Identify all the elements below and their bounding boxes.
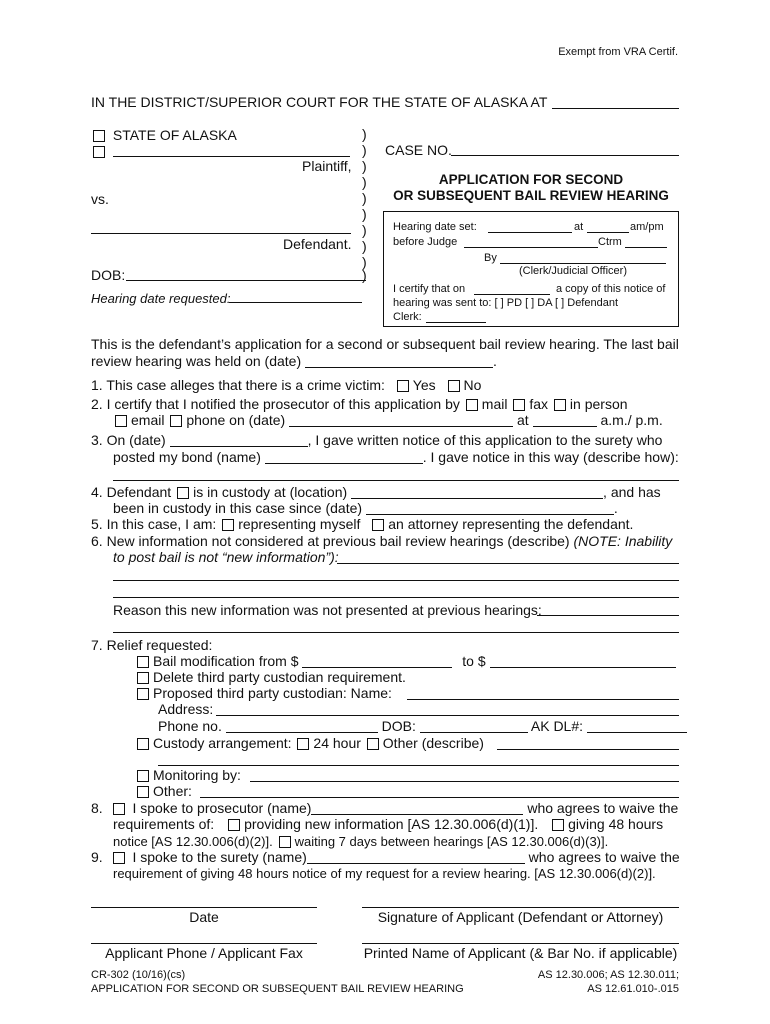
custody-arrangement-label: Custody arrangement: bbox=[153, 735, 292, 751]
reason-field-2[interactable] bbox=[113, 632, 679, 633]
hearing-at-label: at bbox=[574, 221, 584, 233]
other-relief-checkbox[interactable] bbox=[137, 786, 149, 798]
delete-third-row bbox=[135, 669, 406, 685]
plaintiff-other-checkbox-row bbox=[91, 143, 109, 159]
ctrm-label: Ctrm bbox=[598, 236, 622, 248]
item-8-line3 bbox=[113, 833, 608, 849]
surety-name-field[interactable] bbox=[307, 851, 525, 864]
in-person-label: in person bbox=[569, 396, 628, 412]
waive-new-info-checkbox[interactable] bbox=[228, 819, 240, 831]
item-2-line2 bbox=[113, 412, 663, 428]
monitoring-field[interactable] bbox=[250, 781, 679, 782]
item-6-line2 bbox=[113, 549, 339, 565]
notify-phone-checkbox[interactable] bbox=[170, 415, 182, 427]
item-6-note: (NOTE: Inability bbox=[573, 533, 673, 549]
caption-paren: ) bbox=[362, 222, 367, 238]
other-describe-label: Other (describe) bbox=[382, 735, 484, 751]
item-1-text: This case alleges that there is a crime victim: bbox=[106, 377, 385, 393]
victim-yes-checkbox[interactable] bbox=[397, 380, 409, 392]
other-label: Other: bbox=[153, 783, 192, 799]
item-number: 7. bbox=[91, 637, 103, 653]
notify-email-checkbox[interactable] bbox=[115, 415, 127, 427]
notice-how-field[interactable] bbox=[113, 480, 679, 481]
address-label: Address: bbox=[158, 701, 214, 717]
exempt-note: Exempt from VRA Certif. bbox=[558, 46, 678, 58]
date-label: Date bbox=[189, 909, 219, 925]
plaintiff-name-field[interactable] bbox=[113, 156, 350, 157]
item-3 bbox=[91, 432, 662, 448]
hearing-date-set-field[interactable] bbox=[488, 232, 572, 233]
waive-label: who agrees to waive the bbox=[527, 800, 679, 816]
form-title-line1: APPLICATION FOR SECOND bbox=[438, 172, 624, 187]
delete-third-checkbox[interactable] bbox=[137, 672, 149, 684]
fax-label: fax bbox=[529, 396, 549, 412]
bail-mod-row bbox=[135, 653, 676, 669]
dob-label: DOB: bbox=[381, 718, 416, 734]
judge-field[interactable] bbox=[464, 247, 598, 248]
new-info-field-1[interactable] bbox=[337, 563, 679, 564]
caption-paren: ) bbox=[362, 190, 367, 206]
item-number: 9. bbox=[91, 849, 103, 865]
item-5 bbox=[91, 516, 633, 532]
caption-paren: ) bbox=[362, 238, 367, 254]
hearing-date-set-label: Hearing date set: bbox=[393, 221, 477, 233]
surety-waive-checkbox[interactable] bbox=[113, 852, 125, 864]
date-signature-line[interactable] bbox=[91, 907, 317, 908]
intro-line2-text: review hearing was held on (date) bbox=[91, 353, 302, 369]
item-number: 2. bbox=[91, 396, 103, 412]
waive-7-days-label: waiting 7 days between hearings [AS 12.30.006(d)(3)]. bbox=[294, 834, 609, 849]
vs-label: vs. bbox=[91, 191, 109, 207]
item-5-text: In this case, I am: bbox=[106, 516, 217, 532]
new-info-field-3[interactable] bbox=[113, 597, 679, 598]
other-relief-row bbox=[135, 783, 192, 799]
intro-line1: This is the defendant’s application for a second or subsequent bail review hearing. The last bail bbox=[91, 336, 679, 352]
item-6-text: New information not considered at previous bail review hearings (describe) bbox=[106, 533, 570, 549]
item-number: 5. bbox=[91, 516, 103, 532]
at-label: at bbox=[517, 412, 529, 428]
self-represented-label: representing myself bbox=[238, 516, 361, 532]
custodian-dob-field[interactable] bbox=[420, 720, 528, 733]
prosecutor-name-label: I spoke to prosecutor (name) bbox=[132, 800, 312, 816]
relief-requested-label: Relief requested: bbox=[106, 637, 213, 653]
victim-no-checkbox[interactable] bbox=[448, 380, 460, 392]
before-judge-label: before Judge bbox=[393, 236, 458, 248]
caption-paren: ) bbox=[362, 126, 367, 142]
24-hour-label: 24 hour bbox=[313, 735, 361, 751]
email-label: email bbox=[131, 412, 165, 428]
form-number: CR-302 (10/16)(cs) bbox=[91, 969, 186, 981]
copy-label: a copy of this notice of bbox=[556, 283, 666, 295]
notify-date-field[interactable] bbox=[289, 414, 513, 427]
ampm-label: a.m./ p.m. bbox=[600, 412, 663, 428]
notice-statute-label: notice [AS 12.30.006(d)(2)]. bbox=[113, 834, 273, 849]
notice-how-label: . I gave notice in this way (describe how): bbox=[422, 449, 679, 465]
custody-24-hour-checkbox[interactable] bbox=[297, 738, 309, 750]
applicant-signature-line[interactable] bbox=[362, 907, 679, 908]
custodian-name-field[interactable] bbox=[407, 699, 679, 700]
certify-date-field[interactable] bbox=[474, 294, 550, 295]
bail-mod-label: Bail modification from $ bbox=[153, 653, 299, 669]
reason-field-1[interactable] bbox=[537, 615, 679, 616]
case-no-label: CASE NO. bbox=[385, 142, 452, 158]
form-title-line2: OR SUBSEQUENT BAIL REVIEW HEARING bbox=[393, 188, 669, 203]
item-3-on-date: On (date) bbox=[106, 432, 166, 448]
intro-line2: review hearing was held on (date) . bbox=[91, 353, 497, 369]
caption-paren: ) bbox=[362, 174, 367, 190]
waive-48-hours-label: giving 48 hours bbox=[568, 816, 664, 832]
clerk-signature-field[interactable] bbox=[500, 263, 666, 264]
bail-to-field[interactable] bbox=[490, 655, 676, 668]
caption-paren: ) bbox=[362, 158, 367, 174]
monitoring-row bbox=[135, 767, 241, 783]
monitoring-checkbox[interactable] bbox=[137, 770, 149, 782]
footer-statute-2: AS 12.61.010-.015 bbox=[587, 983, 679, 995]
defendant-label: Defendant bbox=[106, 484, 172, 500]
hearing-time-field[interactable] bbox=[587, 232, 629, 233]
item-number: 3. bbox=[91, 432, 103, 448]
caption-paren: ) bbox=[362, 206, 367, 222]
item-9-line2: requirement of giving 48 hours notice of my request for a review hearing. [AS 12.30.006(d)(2)]. bbox=[113, 866, 656, 881]
custody-other-checkbox[interactable] bbox=[367, 738, 379, 750]
bail-from-field[interactable] bbox=[302, 655, 452, 668]
court-heading: IN THE DISTRICT/SUPERIOR COURT FOR THE STATE OF ALASKA AT bbox=[91, 94, 548, 110]
proposed-custodian-row bbox=[135, 685, 392, 701]
bail-mod-checkbox[interactable] bbox=[137, 656, 149, 668]
custodian-address-field[interactable] bbox=[216, 715, 679, 716]
notify-in-person-checkbox[interactable] bbox=[554, 399, 566, 411]
prosecutor-name-field[interactable] bbox=[311, 802, 523, 815]
waive-48-hours-checkbox[interactable] bbox=[552, 819, 564, 831]
item-number: 4. bbox=[91, 484, 103, 500]
item-3-text: , I gave written notice of this application to the surety who bbox=[307, 432, 663, 448]
attorney-checkbox[interactable] bbox=[372, 519, 384, 531]
self-represented-checkbox[interactable] bbox=[222, 519, 234, 531]
caption-paren: ) bbox=[362, 142, 367, 158]
item-2 bbox=[91, 396, 628, 412]
ampm-label: am/pm bbox=[630, 221, 664, 233]
mail-label: mail bbox=[481, 396, 508, 412]
monitoring-label: Monitoring by: bbox=[153, 767, 241, 783]
phone-label: Phone no. bbox=[158, 718, 222, 734]
item-number: 6. bbox=[91, 533, 103, 549]
requirements-label: requirements of: bbox=[113, 816, 215, 832]
custody-location-field[interactable] bbox=[351, 486, 603, 499]
custodian-phone-row bbox=[158, 718, 687, 734]
custody-since-field[interactable] bbox=[366, 502, 614, 515]
footer-title: APPLICATION FOR SECOND OR SUBSEQUENT BAIL REVIEW HEARING bbox=[91, 983, 464, 995]
notify-fax-checkbox[interactable] bbox=[513, 399, 525, 411]
ctrm-field[interactable] bbox=[625, 247, 667, 248]
caption-paren: ) bbox=[362, 267, 367, 283]
akdl-label: AK DL#: bbox=[530, 718, 584, 734]
surety-notice-date-field[interactable] bbox=[170, 434, 308, 447]
reason-label: Reason this new information was not presented at previous hearings: bbox=[113, 602, 542, 618]
custody-location-label: is in custody at (location) bbox=[193, 484, 348, 500]
state-row bbox=[91, 127, 237, 143]
yes-label: Yes bbox=[412, 377, 436, 393]
custody-since-label: been in custody in this case since (date) bbox=[113, 500, 363, 516]
waive-label: who agrees to waive the bbox=[528, 849, 680, 865]
defendant-custody-checkbox[interactable] bbox=[177, 487, 189, 499]
surety-name-label: I spoke to the surety (name) bbox=[132, 849, 307, 865]
item-number: 1. bbox=[91, 377, 103, 393]
clerk-label: Clerk: bbox=[393, 311, 422, 323]
waive-7-days-checkbox[interactable] bbox=[279, 836, 291, 848]
dob-label: DOB: bbox=[91, 267, 126, 283]
no-label: No bbox=[463, 377, 482, 393]
item-6 bbox=[91, 533, 672, 549]
clerk-officer-label: (Clerk/Judicial Officer) bbox=[519, 265, 627, 277]
plaintiff-other-checkbox[interactable] bbox=[93, 146, 105, 158]
custody-other-field[interactable] bbox=[497, 749, 679, 750]
proposed-custodian-label: Proposed third party custodian: Name: bbox=[153, 685, 392, 701]
custodian-akdl-field[interactable] bbox=[587, 720, 687, 733]
state-label: STATE OF ALASKA bbox=[112, 127, 237, 143]
custody-other-field-2[interactable] bbox=[158, 765, 679, 766]
new-info-field-2[interactable] bbox=[113, 580, 679, 581]
last-hearing-date-field[interactable] bbox=[305, 355, 493, 368]
bond-name-label: posted my bond (name) bbox=[113, 449, 261, 465]
defendant-name-field[interactable] bbox=[91, 233, 351, 234]
printed-name-label: Printed Name of Applicant (& Bar No. if applicable) bbox=[363, 945, 678, 961]
other-relief-field[interactable] bbox=[200, 797, 679, 798]
defendant-label: Defendant. bbox=[283, 236, 352, 252]
waive-new-info-label: providing new information [AS 12.30.006(d)(1)]. bbox=[244, 816, 539, 832]
item-2-text: I certify that I notified the prosecutor of this application by bbox=[106, 396, 460, 412]
dob-field[interactable] bbox=[126, 280, 366, 281]
delete-third-label: Delete third party custodian requirement. bbox=[153, 669, 406, 685]
phone-fax-line[interactable] bbox=[91, 943, 317, 944]
item-6-note-cont: to post bail is not “new information”): bbox=[113, 549, 339, 565]
hearing-requested-field[interactable] bbox=[229, 302, 362, 303]
case-no-field[interactable] bbox=[451, 155, 679, 156]
item-8-line2 bbox=[113, 816, 663, 832]
item-4-line2: been in custody in this case since (date) . bbox=[113, 500, 618, 516]
item-1 bbox=[91, 377, 481, 393]
proposed-custodian-checkbox[interactable] bbox=[137, 688, 149, 700]
and-has-label: , and has bbox=[603, 484, 661, 500]
notify-mail-checkbox[interactable] bbox=[466, 399, 478, 411]
item-7 bbox=[91, 637, 212, 653]
notify-time-field[interactable] bbox=[533, 414, 597, 427]
sent-to-label: hearing was sent to: [ ] PD [ ] DA [ ] Defendant bbox=[393, 297, 619, 309]
item-3-line2 bbox=[113, 449, 679, 465]
certify-label: I certify that on bbox=[393, 283, 466, 295]
plaintiff-label: Plaintiff, bbox=[302, 158, 352, 174]
custody-arrangement-row bbox=[135, 735, 484, 751]
by-label: By bbox=[484, 252, 497, 264]
state-checkbox[interactable] bbox=[93, 130, 105, 142]
printed-name-line[interactable] bbox=[362, 943, 679, 944]
item-9 bbox=[91, 849, 680, 865]
footer-statute-1: AS 12.30.006; AS 12.30.011; bbox=[537, 969, 679, 981]
phone-fax-label: Applicant Phone / Applicant Fax bbox=[105, 945, 303, 961]
clerk-field[interactable] bbox=[426, 322, 486, 323]
prosecutor-waive-checkbox[interactable] bbox=[113, 803, 125, 815]
item-8 bbox=[91, 800, 678, 816]
phone-on-label: phone on (date) bbox=[186, 412, 286, 428]
signature-label: Signature of Applicant (Defendant or Attorney) bbox=[377, 909, 664, 925]
item-4 bbox=[91, 484, 661, 500]
court-location-field[interactable] bbox=[552, 108, 679, 109]
attorney-label: an attorney representing the defendant. bbox=[388, 516, 634, 532]
item-number: 8. bbox=[91, 800, 103, 816]
bond-name-field[interactable] bbox=[265, 451, 423, 464]
to-label: to $ bbox=[462, 653, 486, 669]
caption-paren: ) bbox=[362, 254, 367, 270]
custody-arrangement-checkbox[interactable] bbox=[137, 738, 149, 750]
hearing-requested-label: Hearing date requested: bbox=[91, 291, 231, 306]
custodian-phone-field[interactable] bbox=[226, 720, 378, 733]
